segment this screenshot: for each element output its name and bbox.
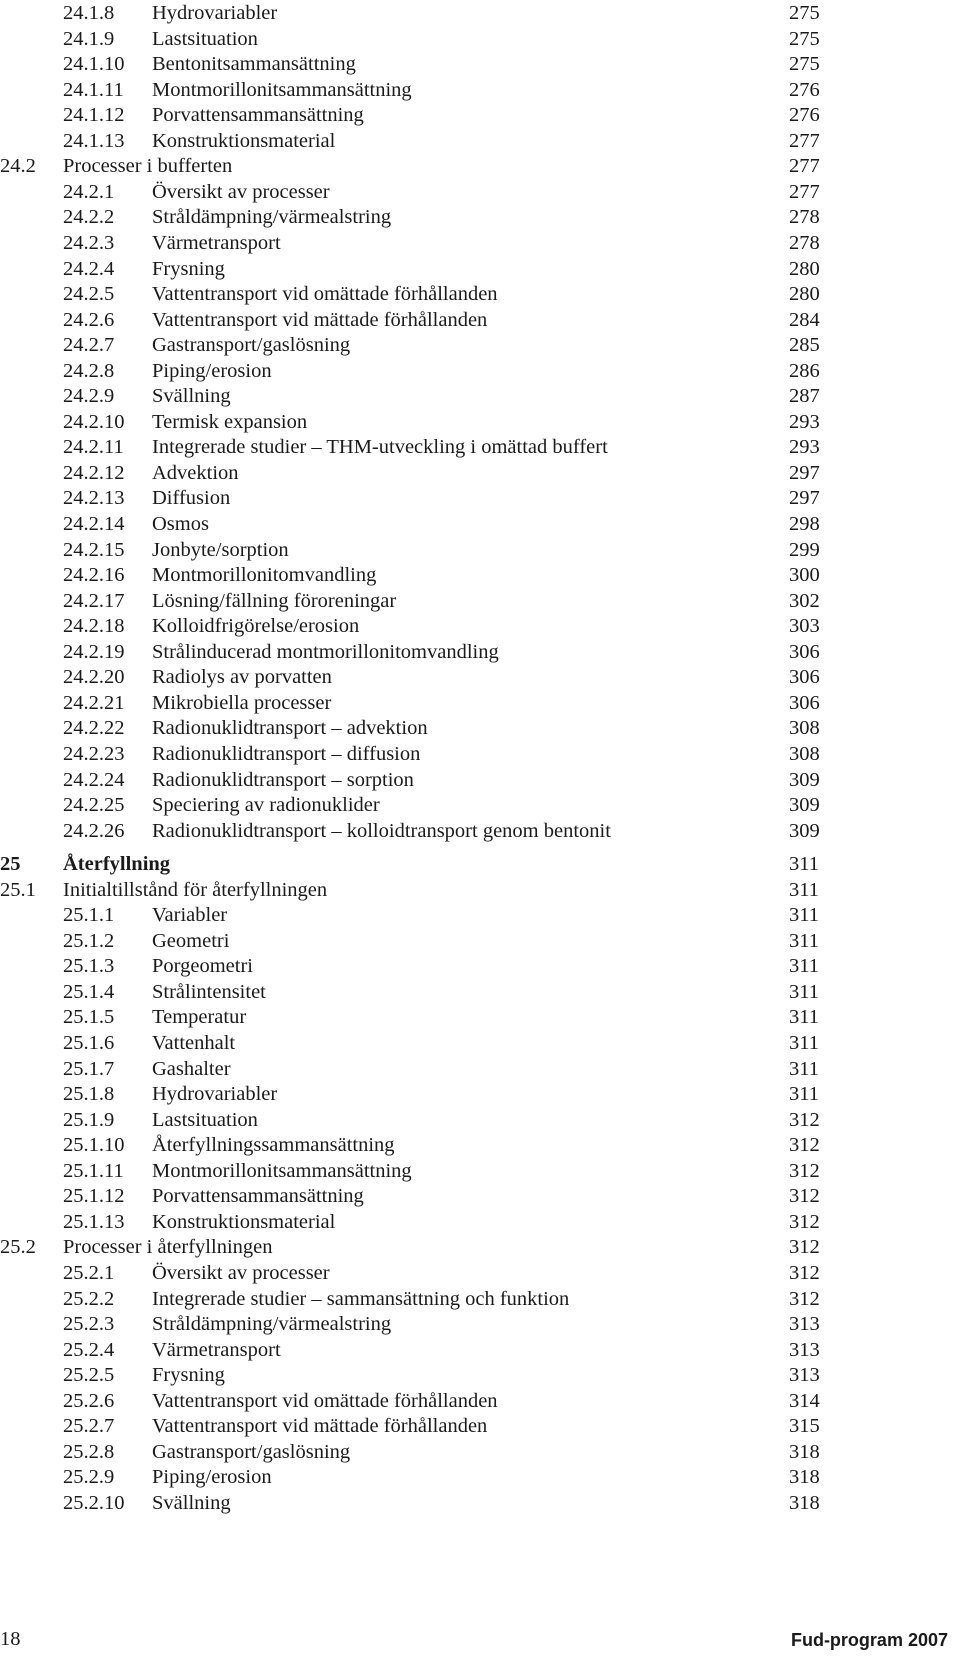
toc-entry-page: 278 xyxy=(789,231,820,254)
toc-entry-number: 25.1.1 xyxy=(63,904,115,927)
toc-entry[interactable] xyxy=(0,1004,960,1030)
toc-entry-number: 24.2.25 xyxy=(63,794,125,817)
toc-entry-title: Frysning xyxy=(152,257,225,280)
toc-entry-page: 312 xyxy=(789,1236,820,1259)
toc-entry-page: 277 xyxy=(789,129,820,152)
toc-entry-title: Radionuklidtransport – kolloidtransport genom bentonit xyxy=(152,819,611,842)
toc-entry-page: 297 xyxy=(789,487,820,510)
toc-entry-page: 306 xyxy=(789,666,820,689)
toc-entry-page: 287 xyxy=(789,385,820,408)
toc-entry-title: Porvattensammansättning xyxy=(152,104,364,127)
toc-entry-title: Strålintensitet xyxy=(152,980,266,1003)
toc-entry[interactable] xyxy=(0,179,960,205)
toc-entry-page: 285 xyxy=(789,334,820,357)
toc-entry-title: Hydrovariabler xyxy=(152,2,278,24)
toc-entry-title: Radiolys av porvatten xyxy=(152,666,332,689)
toc-entry[interactable] xyxy=(0,1464,960,1490)
toc-entry[interactable] xyxy=(0,851,960,877)
toc-entry-page: 299 xyxy=(789,538,820,561)
toc-entry-number: 24.1.10 xyxy=(63,53,125,76)
toc-entry-page: 311 xyxy=(789,1057,819,1080)
toc-entry-page: 276 xyxy=(789,78,820,101)
toc-entry-title: Processer i bufferten xyxy=(63,155,233,178)
toc-entry-page: 309 xyxy=(789,768,820,791)
toc-entry[interactable] xyxy=(0,639,960,665)
toc-entry-page: 312 xyxy=(789,1159,820,1182)
toc-entry[interactable] xyxy=(0,307,960,333)
toc-entry-title: Radionuklidtransport – sorption xyxy=(152,768,414,791)
toc-entry-title: Radionuklidtransport – advektion xyxy=(152,717,428,740)
toc-entry[interactable] xyxy=(0,928,960,954)
toc-entry[interactable] xyxy=(0,1081,960,1107)
toc-entry-number: 24.2.24 xyxy=(63,768,125,791)
toc-entry-page: 312 xyxy=(789,1134,820,1157)
toc-entry-number: 24.2.20 xyxy=(63,666,125,689)
toc-entry-title: Gashalter xyxy=(152,1057,231,1080)
toc-entry[interactable] xyxy=(0,1107,960,1133)
toc-entry-title: Lösning/fällning föroreningar xyxy=(152,589,397,612)
toc-entry[interactable] xyxy=(0,1209,960,1235)
toc-entry-title: Bentonitsammansättning xyxy=(152,53,356,76)
toc-entry-title: Strålinducerad montmorillonitomvandling xyxy=(152,640,499,663)
toc-entry[interactable] xyxy=(0,1158,960,1184)
toc-entry-number: 25.2.10 xyxy=(63,1491,125,1514)
toc-entry-number: 24.2.1 xyxy=(63,180,115,203)
toc-entry[interactable] xyxy=(0,26,960,52)
toc-entry[interactable] xyxy=(0,1362,960,1388)
toc-entry-page: 275 xyxy=(789,53,820,76)
toc-entry-page: 284 xyxy=(789,308,820,331)
toc-entry-number: 25.1.7 xyxy=(63,1057,115,1080)
toc-entry[interactable] xyxy=(0,256,960,282)
toc-entry[interactable] xyxy=(0,1388,960,1414)
toc-entry[interactable] xyxy=(0,1490,960,1516)
toc-entry[interactable] xyxy=(0,383,960,409)
toc-entry-title: Radionuklidtransport – diffusion xyxy=(152,742,421,765)
toc-entry-number: 24.2.2 xyxy=(63,206,115,229)
toc-entry-number: 24.2.23 xyxy=(63,742,125,765)
toc-entry-number: 24.2.26 xyxy=(63,819,125,842)
toc-entry-number: 25.2.8 xyxy=(63,1440,115,1463)
toc-entry-number: 25.1.6 xyxy=(63,1032,115,1054)
toc-entry-number: 25.2.4 xyxy=(63,1338,115,1361)
toc-entry-number: 24.2.11 xyxy=(63,436,124,459)
toc-entry-number: 24.2.8 xyxy=(63,359,115,382)
toc-entry-page: 318 xyxy=(789,1491,820,1514)
toc-entry[interactable] xyxy=(0,767,960,793)
toc-entry[interactable] xyxy=(0,153,960,179)
toc-entry-title: Värmetransport xyxy=(152,1338,281,1361)
toc-entry-number: 25.1.12 xyxy=(63,1185,125,1208)
toc-entry-title: Återfyllningssammansättning xyxy=(152,1134,395,1157)
toc-entry-number: 24.2.12 xyxy=(63,461,125,484)
toc-entry[interactable] xyxy=(0,1413,960,1439)
toc-entry[interactable] xyxy=(0,979,960,1005)
toc-entry-title: Processer i återfyllningen xyxy=(63,1236,273,1259)
toc-entry-number: 25.1.10 xyxy=(63,1134,125,1157)
toc-entry-number: 24.2.15 xyxy=(63,538,125,561)
toc-entry-title: Vattentransport vid omättade förhållanden xyxy=(152,283,498,306)
toc-entry-title: Jonbyte/sorption xyxy=(152,538,289,561)
toc-entry-title: Stråldämpning/värmealstring xyxy=(152,1313,392,1336)
toc-entry[interactable] xyxy=(0,613,960,639)
toc-entry-number: 25.1.2 xyxy=(63,929,115,952)
toc-entry-title: Lastsituation xyxy=(152,27,258,50)
toc-entry-page: 306 xyxy=(789,691,820,714)
toc-entry-page: 315 xyxy=(789,1415,820,1438)
toc-entry-title: Advektion xyxy=(152,461,239,484)
toc-entry-number: 25.1.5 xyxy=(63,1006,115,1029)
toc-entry-title: Montmorillonitomvandling xyxy=(152,564,377,587)
toc-entry-page: 275 xyxy=(789,2,820,24)
toc-entry-title: Piping/erosion xyxy=(152,359,272,382)
toc-entry[interactable] xyxy=(0,51,960,77)
toc-entry-title: Porvattensammansättning xyxy=(152,1185,364,1208)
toc-entry[interactable] xyxy=(0,332,960,358)
toc-entry[interactable] xyxy=(0,792,960,818)
toc-entry-page: 311 xyxy=(789,853,819,876)
toc-entry-title: Diffusion xyxy=(152,487,231,510)
toc-entry-number: 25.2 xyxy=(0,1236,36,1259)
toc-entry[interactable] xyxy=(0,460,960,486)
toc-entry-number: 24.1.9 xyxy=(63,27,115,50)
toc-entry[interactable] xyxy=(0,953,960,979)
toc-entry-page: 311 xyxy=(789,1032,819,1054)
toc-entry[interactable] xyxy=(0,1260,960,1286)
toc-entry-page: 318 xyxy=(789,1466,820,1489)
toc-entry-title: Frysning xyxy=(152,1364,225,1387)
toc-entry-page: 276 xyxy=(789,104,820,127)
toc-entry-number: 24.2.13 xyxy=(63,487,125,510)
toc-entry-title: Osmos xyxy=(152,513,209,535)
toc-entry-title: Svällning xyxy=(152,385,231,408)
toc-entry-page: 313 xyxy=(789,1364,820,1387)
toc-entry-page: 308 xyxy=(789,742,820,765)
toc-entry-page: 311 xyxy=(789,980,819,1003)
toc-entry[interactable] xyxy=(0,77,960,103)
toc-entry-number: 24.2.5 xyxy=(63,283,115,306)
toc-entry-number: 24.2.14 xyxy=(63,513,125,535)
toc-entry[interactable] xyxy=(0,902,960,928)
toc-entry[interactable] xyxy=(0,0,960,26)
toc-entry[interactable] xyxy=(0,537,960,563)
toc-entry-title: Integrerade studier – sammansättning och funktion xyxy=(152,1287,570,1310)
toc-entry-number: 24.2.19 xyxy=(63,640,125,663)
toc-entry-title: Termisk expansion xyxy=(152,410,308,433)
toc-entry-title: Montmorillonitsammansättning xyxy=(152,1159,412,1182)
toc-entry-page: 312 xyxy=(789,1261,820,1284)
toc-entry-page: 313 xyxy=(789,1338,820,1361)
toc-entry-page: 277 xyxy=(789,180,820,203)
toc-entry-number: 24.2.4 xyxy=(63,257,115,280)
toc-entry-number: 24.1.11 xyxy=(63,78,124,101)
toc-entry-number: 25.2.3 xyxy=(63,1313,115,1336)
toc-entry-page: 311 xyxy=(789,1006,819,1029)
toc-entry-title: Stråldämpning/värmealstring xyxy=(152,206,392,229)
toc-entry-page: 280 xyxy=(789,283,820,306)
toc-entry-number: 25.1.3 xyxy=(63,955,115,978)
toc-entry[interactable] xyxy=(0,281,960,307)
toc-entry[interactable] xyxy=(0,434,960,460)
toc-entry-title: Porgeometri xyxy=(152,955,253,978)
toc-entry[interactable] xyxy=(0,1132,960,1158)
toc-entry-number: 24.2.18 xyxy=(63,615,125,638)
toc-entry-number: 25.2.6 xyxy=(63,1389,115,1412)
toc-entry-number: 24.2.9 xyxy=(63,385,115,408)
toc-entry[interactable] xyxy=(0,1439,960,1465)
toc-entry-number: 24.2.22 xyxy=(63,717,125,740)
toc-entry-title: Vattentransport vid mättade förhållanden xyxy=(152,308,488,331)
toc-entry[interactable] xyxy=(0,1030,960,1056)
toc-entry-title: Temperatur xyxy=(152,1006,247,1029)
toc-entry-title: Hydrovariabler xyxy=(152,1083,278,1106)
toc-entry-number: 25.2.9 xyxy=(63,1466,115,1489)
toc-entry-page: 308 xyxy=(789,717,820,740)
toc-entry-title: Konstruktionsmaterial xyxy=(152,1210,336,1233)
toc-entry-title: Konstruktionsmaterial xyxy=(152,129,336,152)
toc-entry-title: Variabler xyxy=(152,904,228,927)
toc-entry[interactable] xyxy=(0,230,960,256)
toc-entry-page: 306 xyxy=(789,640,820,663)
toc-entry[interactable] xyxy=(0,358,960,384)
toc-entry[interactable] xyxy=(0,485,960,511)
toc-entry[interactable] xyxy=(0,204,960,230)
toc-entry-number: 24.2 xyxy=(0,155,36,178)
toc-entry-page: 313 xyxy=(789,1313,820,1336)
toc-entry-number: 25.2.2 xyxy=(63,1287,115,1310)
toc-entry[interactable] xyxy=(0,877,960,903)
toc-entry[interactable] xyxy=(0,715,960,741)
toc-entry-title: Piping/erosion xyxy=(152,1466,272,1489)
toc-entry-page: 311 xyxy=(789,878,819,901)
toc-entry-title: Speciering av radionuklider xyxy=(152,794,380,817)
toc-entry-title: Svällning xyxy=(152,1491,231,1514)
toc-entry-number: 24.2.16 xyxy=(63,564,125,587)
toc-entry[interactable] xyxy=(0,588,960,614)
toc-entry[interactable] xyxy=(0,102,960,128)
toc-entry[interactable] xyxy=(0,1056,960,1082)
publication-title: Fud-program 2007 xyxy=(790,1630,948,1650)
toc-entry-page: 311 xyxy=(789,1083,819,1106)
toc-entry[interactable] xyxy=(0,1311,960,1337)
toc-entry-page: 318 xyxy=(789,1440,820,1463)
toc-entry-page: 312 xyxy=(789,1287,820,1310)
toc-entry-title: Återfyllning xyxy=(63,853,171,876)
toc-entry-title: Översikt av processer xyxy=(152,180,330,203)
toc-entry-page: 312 xyxy=(789,1210,820,1233)
toc-entry-page: 312 xyxy=(789,1108,820,1131)
toc-entry[interactable] xyxy=(0,1234,960,1260)
toc-entry-page: 303 xyxy=(789,615,820,638)
toc-entry[interactable] xyxy=(0,562,960,588)
toc-entry[interactable] xyxy=(0,818,960,844)
toc-entry-title: Integrerade studier – THM-utveckling i omättad buffert xyxy=(152,436,608,459)
toc-entry-number: 24.1.12 xyxy=(63,104,125,127)
toc-entry-title: Initialtillstånd för återfyllningen xyxy=(63,878,328,901)
page-number: 18 xyxy=(0,1628,21,1650)
toc-entry-page: 311 xyxy=(789,929,819,952)
toc-entry-number: 25.2.5 xyxy=(63,1364,115,1387)
toc-entry-title: Lastsituation xyxy=(152,1108,258,1131)
toc-entry-title: Kolloidfrigörelse/erosion xyxy=(152,615,360,638)
toc-entry-number: 25.1.4 xyxy=(63,980,115,1003)
toc-entry[interactable] xyxy=(0,741,960,767)
toc-entry-page: 312 xyxy=(789,1185,820,1208)
toc-entry-number: 25.1.8 xyxy=(63,1083,115,1106)
toc-entry-number: 25.1.9 xyxy=(63,1108,115,1131)
toc-entry-page: 278 xyxy=(789,206,820,229)
toc-entry-number: 25.1.13 xyxy=(63,1210,125,1233)
toc-entry-number: 24.2.7 xyxy=(63,334,115,357)
toc-entry-page: 297 xyxy=(789,461,820,484)
toc-entry-title: Värmetransport xyxy=(152,231,281,254)
toc-entry[interactable] xyxy=(0,409,960,435)
toc-entry-page: 309 xyxy=(789,819,820,842)
toc-entry-number: 24.1.8 xyxy=(63,2,115,24)
toc-entry-page: 286 xyxy=(789,359,820,382)
toc-entry-title: Mikrobiella processer xyxy=(152,691,332,714)
toc-entry-number: 24.2.21 xyxy=(63,691,125,714)
toc-entry[interactable] xyxy=(0,1337,960,1363)
toc-entry[interactable] xyxy=(0,690,960,716)
toc-entry-number: 25.1 xyxy=(0,878,36,901)
toc-entry[interactable] xyxy=(0,1183,960,1209)
toc-entry-page: 298 xyxy=(789,513,820,535)
toc-entry-title: Vattenhalt xyxy=(152,1032,236,1054)
toc-entry-page: 311 xyxy=(789,904,819,927)
toc-entry-number: 25.2.1 xyxy=(63,1261,115,1284)
toc-entry-page: 309 xyxy=(789,794,820,817)
toc-entry-page: 300 xyxy=(789,564,820,587)
toc-entry[interactable] xyxy=(0,511,960,537)
toc-entry[interactable] xyxy=(0,128,960,154)
toc-entry-title: Gastransport/gaslösning xyxy=(152,1440,351,1463)
toc-entry-title: Vattentransport vid mättade förhållanden xyxy=(152,1415,488,1438)
toc-entry[interactable] xyxy=(0,664,960,690)
toc-entry-number: 25.2.7 xyxy=(63,1415,115,1438)
toc-entry-title: Översikt av processer xyxy=(152,1261,330,1284)
toc-entry-page: 293 xyxy=(789,436,820,459)
toc-entry-page: 275 xyxy=(789,27,820,50)
toc-entry-page: 280 xyxy=(789,257,820,280)
toc-entry-page: 277 xyxy=(789,155,820,178)
toc-entry-title: Vattentransport vid omättade förhållanden xyxy=(152,1389,498,1412)
toc-entry-number: 24.2.17 xyxy=(63,589,125,612)
toc-entry-page: 311 xyxy=(789,955,819,978)
toc-entry-number: 24.2.6 xyxy=(63,308,115,331)
toc-entry-number: 25 xyxy=(0,853,21,876)
toc-entry-page: 293 xyxy=(789,410,820,433)
toc-entry-number: 24.1.13 xyxy=(63,129,125,152)
toc-entry-number: 25.1.11 xyxy=(63,1159,124,1182)
toc-entry-title: Geometri xyxy=(152,929,230,952)
toc-entry-number: 24.2.10 xyxy=(63,410,125,433)
toc-entry-page: 302 xyxy=(789,589,820,612)
toc-entry-title: Montmorillonitsammansättning xyxy=(152,78,412,101)
toc-entry-title: Gastransport/gaslösning xyxy=(152,334,351,357)
toc-entry[interactable] xyxy=(0,1286,960,1312)
toc-entry-page: 314 xyxy=(789,1389,820,1412)
toc-entry-number: 24.2.3 xyxy=(63,231,115,254)
